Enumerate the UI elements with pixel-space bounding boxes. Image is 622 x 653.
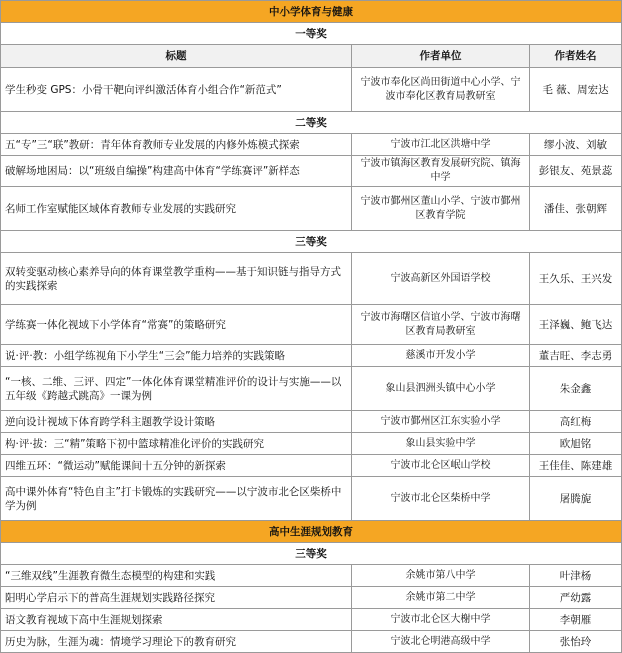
column-header-unit: 作者单位 (352, 45, 530, 68)
author-unit-cell: 宁波市镇海区教育发展研究院、镇海中学 (352, 156, 530, 187)
author-unit-cell: 宁波市海曙区信谊小学、宁波市海曙区教育局教研室 (352, 305, 530, 345)
author-unit-cell: 宁波市北仑区岷山学校 (352, 455, 530, 477)
author-name-cell: 毛 薇、周宏达 (530, 68, 622, 112)
author-unit-cell: 慈溪市开发小学 (352, 345, 530, 367)
author-unit-cell: 宁波高新区外国语学校 (352, 253, 530, 305)
award-level-row (1, 543, 622, 565)
table-row (1, 433, 622, 455)
column-header-row (1, 45, 622, 68)
paper-title-cell: 说·评·教：小组学练视角下小学生“三会”能力培养的实践策略 (1, 345, 352, 367)
author-name-cell: 王佳佳、陈建雄 (530, 455, 622, 477)
author-unit-cell: 宁波市北仑区大榭中学 (352, 609, 530, 631)
paper-title-cell: “一核、二维、三评、四定”一体化体育课堂精准评价的设计与实施——以五年级《跨越式跳高》一课为例 (1, 367, 352, 411)
paper-title-cell: 逆向设计视域下体育跨学科主题教学设计策略 (1, 411, 352, 433)
paper-title-cell: 构·评·拔：三“精”策略下初中篮球精准化评价的实践研究 (1, 433, 352, 455)
author-name-cell: 王泽巍、鲍飞达 (530, 305, 622, 345)
author-unit-cell: 宁波市北仑区柴桥中学 (352, 477, 530, 521)
awards-table-body (1, 1, 622, 653)
paper-title-cell: 五“专”三“联”教研：青年体育教师专业发展的内修外炼模式探索 (1, 134, 352, 156)
paper-title-cell: 历史为脉，生涯为魂：情境学习理论下的教育研究 (1, 631, 352, 653)
table-row (1, 345, 622, 367)
award-level-row (1, 231, 622, 253)
award-level-label: 一等奖 (1, 23, 622, 45)
award-level-row (1, 112, 622, 134)
section-heading-row (1, 1, 622, 23)
column-header-name: 作者姓名 (530, 45, 622, 68)
table-row (1, 367, 622, 411)
author-unit-cell: 余姚市第八中学 (352, 565, 530, 587)
paper-title-cell: 学生秒变 GPS：小骨干靶向评纠激活体育小组合作“新范式” (1, 68, 352, 112)
author-name-cell: 叶津杨 (530, 565, 622, 587)
paper-title-cell: 破解场地困局：以“班级自编操”构建高中体育“学练赛评”新样态 (1, 156, 352, 187)
paper-title-cell: 语文教育视域下高中生涯规划探索 (1, 609, 352, 631)
author-unit-cell: 宁波市奉化区尚田街道中心小学、宁波市奉化区教育局教研室 (352, 68, 530, 112)
table-row (1, 156, 622, 187)
author-name-cell: 缪小波、刘敏 (530, 134, 622, 156)
table-row (1, 253, 622, 305)
table-row (1, 411, 622, 433)
author-name-cell: 高红梅 (530, 411, 622, 433)
author-name-cell: 李朝雁 (530, 609, 622, 631)
paper-title-cell: “三维双线”生涯教育微生态模型的构建和实践 (1, 565, 352, 587)
table-row (1, 609, 622, 631)
table-row (1, 455, 622, 477)
author-name-cell: 彭银友、苑景蕊 (530, 156, 622, 187)
table-row (1, 187, 622, 231)
author-unit-cell: 宁波市江北区洪塘中学 (352, 134, 530, 156)
section-title: 中小学体育与健康 (1, 1, 622, 23)
author-name-cell: 董吉旺、李志勇 (530, 345, 622, 367)
author-name-cell: 严幼露 (530, 587, 622, 609)
author-name-cell: 屠腾旎 (530, 477, 622, 521)
table-row (1, 587, 622, 609)
table-row (1, 631, 622, 653)
table-row (1, 305, 622, 345)
author-name-cell: 潘佳、张朝辉 (530, 187, 622, 231)
award-level-label: 二等奖 (1, 112, 622, 134)
award-level-row (1, 23, 622, 45)
author-name-cell: 欧旭铭 (530, 433, 622, 455)
paper-title-cell: 高中课外体育“特色自主”打卡锻炼的实践研究——以宁波市北仑区柴桥中学为例 (1, 477, 352, 521)
section-title: 高中生涯规划教育 (1, 521, 622, 543)
author-name-cell: 朱金鑫 (530, 367, 622, 411)
author-name-cell: 王久乐、王兴发 (530, 253, 622, 305)
table-row (1, 477, 622, 521)
section-heading-row (1, 521, 622, 543)
author-unit-cell: 象山县泗洲头镇中心小学 (352, 367, 530, 411)
paper-title-cell: 学练赛一体化视域下小学体育“常赛”的策略研究 (1, 305, 352, 345)
award-level-label: 三等奖 (1, 543, 622, 565)
table-row (1, 134, 622, 156)
table-row (1, 565, 622, 587)
paper-title-cell: 阳明心学启示下的普高生涯规划实践路径探究 (1, 587, 352, 609)
author-name-cell: 张怡玲 (530, 631, 622, 653)
table-row (1, 68, 622, 112)
award-level-label: 三等奖 (1, 231, 622, 253)
author-unit-cell: 宁波北仑明港高级中学 (352, 631, 530, 653)
paper-title-cell: 四维五环：“微运动”赋能课间十五分钟的新探索 (1, 455, 352, 477)
author-unit-cell: 宁波市鄞州区董山小学、宁波市鄞州区教育学院 (352, 187, 530, 231)
paper-title-cell: 双转变驱动核心素养导向的体育课堂教学重构——基于知识链与指导方式的实践探索 (1, 253, 352, 305)
author-unit-cell: 宁波市鄞州区江东实验小学 (352, 411, 530, 433)
paper-title-cell: 名师工作室赋能区域体育教师专业发展的实践研究 (1, 187, 352, 231)
column-header-title: 标题 (1, 45, 352, 68)
author-unit-cell: 象山县实验中学 (352, 433, 530, 455)
author-unit-cell: 余姚市第二中学 (352, 587, 530, 609)
